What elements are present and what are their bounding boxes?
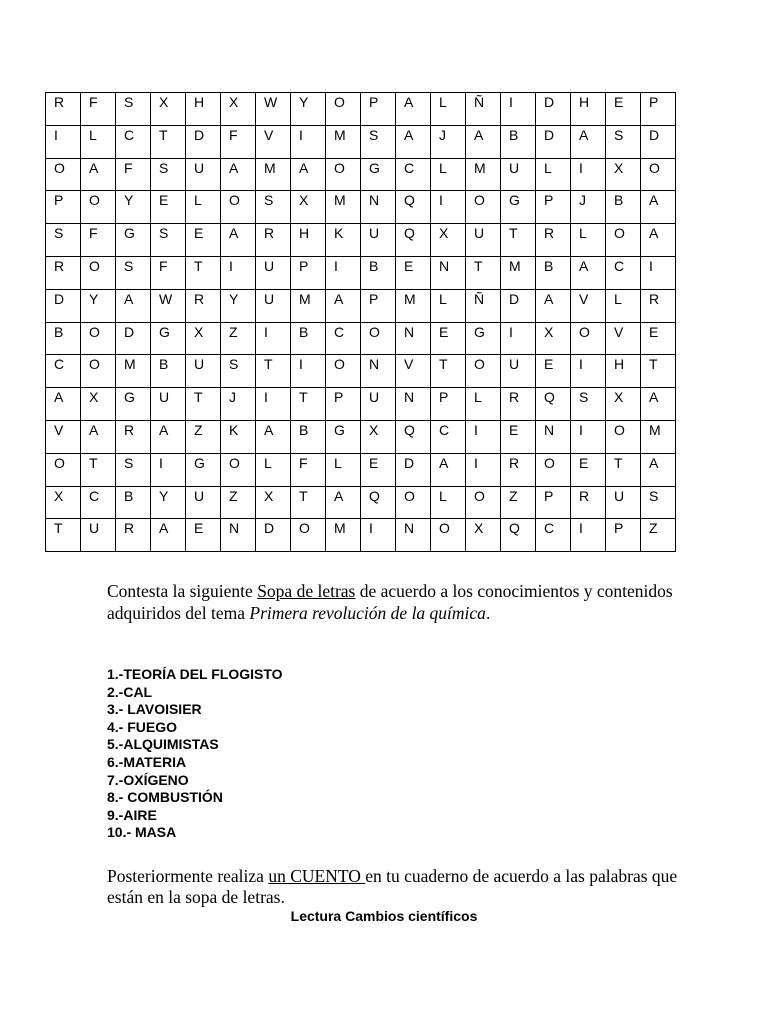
word-list-item: 6.-MATERIA — [107, 753, 187, 770]
grid-cell: P — [361, 93, 396, 126]
grid-cell: O — [606, 224, 641, 257]
grid-cell: A — [396, 93, 431, 126]
grid-cell: L — [571, 224, 606, 257]
grid-cell: R — [571, 486, 606, 519]
grid-cell: N — [396, 322, 431, 355]
grid-cell: I — [291, 355, 326, 388]
grid-cell: B — [361, 256, 396, 289]
grid-cell: I — [326, 256, 361, 289]
word-list-item: 5.-ALQUIMISTAS — [107, 736, 219, 753]
grid-cell: C — [396, 158, 431, 191]
grid-cell: L — [431, 93, 466, 126]
grid-cell: I — [151, 453, 186, 486]
grid-cell: G — [466, 322, 501, 355]
followup-paragraph — [107, 866, 707, 908]
grid-cell: B — [116, 486, 151, 519]
grid-cell: X — [536, 322, 571, 355]
grid-cell: P — [641, 93, 676, 126]
word-list-item: 1.-TEORÍA DEL FLOGISTO — [107, 666, 283, 682]
grid-cell: Z — [501, 486, 536, 519]
grid-cell: G — [151, 322, 186, 355]
grid-cell: G — [116, 224, 151, 257]
grid-cell: I — [501, 93, 536, 126]
grid-cell: T — [46, 519, 81, 552]
instructions-underlined-text: Sopa de letras — [257, 581, 356, 601]
grid-cell: W — [256, 93, 291, 126]
followup-text: Posteriormente realiza — [107, 866, 269, 886]
grid-cell: U — [361, 388, 396, 421]
grid-cell: Q — [501, 519, 536, 552]
grid-cell: L — [81, 125, 116, 158]
grid-row — [46, 322, 676, 355]
grid-cell: L — [466, 388, 501, 421]
grid-cell: D — [116, 322, 151, 355]
grid-cell: A — [641, 453, 676, 486]
grid-cell: O — [606, 420, 641, 453]
grid-cell: I — [431, 191, 466, 224]
grid-cell: R — [116, 519, 151, 552]
grid-cell: A — [81, 158, 116, 191]
word-list-item: 3.- LAVOISIER — [107, 701, 202, 718]
grid-cell: L — [431, 158, 466, 191]
grid-cell: A — [536, 289, 571, 322]
grid-cell: A — [221, 158, 256, 191]
grid-cell: U — [466, 224, 501, 257]
grid-cell: A — [326, 289, 361, 322]
grid-row — [46, 256, 676, 289]
grid-cell: A — [46, 388, 81, 421]
grid-cell: L — [431, 289, 466, 322]
grid-cell: X — [186, 322, 221, 355]
grid-cell: B — [606, 191, 641, 224]
grid-cell: R — [501, 388, 536, 421]
grid-cell: R — [501, 453, 536, 486]
grid-row — [46, 191, 676, 224]
grid-cell: R — [46, 256, 81, 289]
grid-cell: O — [466, 486, 501, 519]
grid-cell: R — [46, 93, 81, 126]
grid-cell: O — [81, 191, 116, 224]
grid-cell: W — [151, 289, 186, 322]
grid-cell: D — [641, 125, 676, 158]
grid-cell: B — [291, 322, 326, 355]
grid-cell: P — [291, 256, 326, 289]
grid-cell: Y — [81, 289, 116, 322]
grid-cell: D — [396, 453, 431, 486]
grid-cell: O — [326, 93, 361, 126]
grid-cell: O — [466, 355, 501, 388]
grid-cell: E — [536, 355, 571, 388]
grid-cell: X — [606, 158, 641, 191]
grid-cell: G — [186, 453, 221, 486]
grid-cell: P — [536, 486, 571, 519]
grid-cell: S — [116, 453, 151, 486]
followup-underlined-text: un CUENTO — [268, 866, 366, 886]
instructions-text-continued: de acuerdo a los conocimientos y contenidos adquiridos del tema — [107, 581, 673, 623]
grid-cell: Q — [361, 486, 396, 519]
grid-cell: E — [396, 256, 431, 289]
word-list-item: 10.- MASA — [107, 824, 177, 841]
grid-cell: J — [431, 125, 466, 158]
grid-cell: U — [501, 158, 536, 191]
grid-cell: O — [571, 322, 606, 355]
grid-cell: L — [536, 158, 571, 191]
grid-cell: R — [536, 224, 571, 257]
grid-cell: S — [221, 355, 256, 388]
grid-cell: I — [256, 322, 291, 355]
grid-cell: O — [361, 322, 396, 355]
grid-row — [46, 158, 676, 191]
grid-cell: A — [466, 125, 501, 158]
grid-cell: O — [326, 158, 361, 191]
grid-cell: V — [396, 355, 431, 388]
grid-cell: U — [186, 355, 221, 388]
grid-cell: V — [46, 420, 81, 453]
grid-cell: S — [571, 388, 606, 421]
grid-cell: O — [466, 191, 501, 224]
grid-cell: U — [361, 224, 396, 257]
grid-cell: B — [46, 322, 81, 355]
grid-cell: N — [221, 519, 256, 552]
grid-cell: I — [571, 420, 606, 453]
grid-cell: O — [81, 322, 116, 355]
grid-cell: I — [221, 256, 256, 289]
grid-cell: M — [326, 191, 361, 224]
grid-cell: A — [151, 420, 186, 453]
grid-cell: R — [256, 224, 291, 257]
grid-cell: C — [536, 519, 571, 552]
grid-cell: B — [536, 256, 571, 289]
grid-cell: Q — [396, 191, 431, 224]
grid-cell: N — [396, 388, 431, 421]
grid-cell: X — [466, 519, 501, 552]
grid-cell: T — [466, 256, 501, 289]
grid-cell: B — [501, 125, 536, 158]
grid-cell: D — [536, 125, 571, 158]
grid-row — [46, 420, 676, 453]
grid-cell: O — [326, 355, 361, 388]
grid-cell: O — [431, 519, 466, 552]
grid-cell: O — [46, 453, 81, 486]
grid-cell: I — [571, 158, 606, 191]
grid-cell: P — [46, 191, 81, 224]
instructions-period: . — [485, 603, 491, 623]
grid-cell: J — [221, 388, 256, 421]
grid-cell: G — [501, 191, 536, 224]
grid-cell: D — [46, 289, 81, 322]
grid-cell: X — [361, 420, 396, 453]
grid-cell: T — [291, 388, 326, 421]
grid-cell: T — [641, 355, 676, 388]
grid-cell: L — [431, 486, 466, 519]
grid-cell: I — [256, 388, 291, 421]
grid-cell: A — [116, 289, 151, 322]
grid-cell: M — [396, 289, 431, 322]
grid-cell: K — [221, 420, 256, 453]
grid-cell: G — [326, 420, 361, 453]
reading-title: Lectura Cambios científicos — [290, 908, 478, 924]
word-list — [107, 666, 283, 842]
grid-cell: H — [571, 93, 606, 126]
grid-cell: E — [151, 191, 186, 224]
grid-row — [46, 486, 676, 519]
grid-cell: M — [326, 125, 361, 158]
grid-cell: S — [606, 125, 641, 158]
grid-cell: R — [186, 289, 221, 322]
grid-cell: V — [256, 125, 291, 158]
grid-cell: M — [326, 519, 361, 552]
grid-cell: U — [81, 519, 116, 552]
grid-cell: Q — [396, 224, 431, 257]
word-list-item: 2.-CAL — [107, 683, 153, 700]
grid-cell: I — [361, 519, 396, 552]
grid-cell: T — [186, 256, 221, 289]
grid-cell: U — [186, 158, 221, 191]
grid-cell: Z — [221, 486, 256, 519]
grid-cell: M — [291, 289, 326, 322]
grid-cell: D — [256, 519, 291, 552]
instructions-text: Contesta la siguiente — [107, 581, 258, 601]
grid-cell: O — [221, 453, 256, 486]
grid-cell: H — [186, 93, 221, 126]
grid-cell: I — [501, 322, 536, 355]
grid-cell: F — [151, 256, 186, 289]
topic-title: Primera revolución de la química — [249, 603, 486, 623]
grid-cell: T — [256, 355, 291, 388]
grid-cell: N — [361, 191, 396, 224]
grid-cell: S — [116, 256, 151, 289]
grid-cell: X — [291, 191, 326, 224]
grid-cell: Z — [641, 519, 676, 552]
grid-cell: A — [81, 420, 116, 453]
grid-cell: Z — [221, 322, 256, 355]
grid-cell: P — [536, 191, 571, 224]
grid-cell: A — [151, 519, 186, 552]
grid-cell: F — [291, 453, 326, 486]
grid-cell: A — [256, 420, 291, 453]
grid-cell: Q — [396, 420, 431, 453]
grid-cell: S — [256, 191, 291, 224]
instructions-paragraph — [107, 580, 707, 624]
grid-cell: V — [606, 322, 641, 355]
grid-cell: C — [431, 420, 466, 453]
grid-cell: S — [46, 224, 81, 257]
grid-cell: N — [431, 256, 466, 289]
grid-row — [46, 388, 676, 421]
followup-text-continued: en tu cuaderno de acuerdo a las palabras que están en la sopa de letras. — [107, 866, 678, 907]
grid-cell: S — [641, 486, 676, 519]
grid-cell: B — [291, 420, 326, 453]
grid-cell: A — [641, 388, 676, 421]
grid-cell: Ñ — [466, 289, 501, 322]
grid-cell: C — [116, 125, 151, 158]
grid-cell: F — [81, 93, 116, 126]
grid-cell: I — [291, 125, 326, 158]
grid-cell: T — [431, 355, 466, 388]
grid-row — [46, 355, 676, 388]
word-search-grid — [45, 92, 676, 552]
grid-cell: H — [606, 355, 641, 388]
grid-cell: X — [221, 93, 256, 126]
grid-cell: Z — [186, 420, 221, 453]
grid-cell: E — [186, 519, 221, 552]
grid-cell: N — [361, 355, 396, 388]
grid-cell: D — [186, 125, 221, 158]
grid-cell: S — [361, 125, 396, 158]
grid-cell: M — [116, 355, 151, 388]
grid-cell: P — [361, 289, 396, 322]
word-list-item: 8.- COMBUSTIÓN — [107, 789, 223, 806]
grid-cell: F — [81, 224, 116, 257]
grid-cell: S — [151, 158, 186, 191]
grid-cell: F — [221, 125, 256, 158]
grid-cell: I — [641, 256, 676, 289]
grid-row — [46, 289, 676, 322]
grid-cell: O — [46, 158, 81, 191]
grid-cell: A — [571, 125, 606, 158]
grid-cell: M — [256, 158, 291, 191]
grid-cell: U — [501, 355, 536, 388]
grid-row — [46, 453, 676, 486]
grid-cell: G — [361, 158, 396, 191]
grid-cell: M — [501, 256, 536, 289]
grid-cell: H — [291, 224, 326, 257]
grid-cell: F — [116, 158, 151, 191]
grid-cell: A — [291, 158, 326, 191]
grid-cell: O — [641, 158, 676, 191]
grid-cell: X — [606, 388, 641, 421]
grid-cell: E — [186, 224, 221, 257]
grid-row — [46, 519, 676, 552]
grid-cell: Q — [536, 388, 571, 421]
grid-cell: I — [466, 420, 501, 453]
grid-cell: U — [186, 486, 221, 519]
grid-row — [46, 125, 676, 158]
grid-cell: I — [571, 355, 606, 388]
grid-cell: P — [326, 388, 361, 421]
grid-cell: U — [256, 256, 291, 289]
word-list-item: 9.-AIRE — [107, 806, 157, 823]
grid-cell: Y — [221, 289, 256, 322]
grid-cell: E — [606, 93, 641, 126]
grid-cell: E — [641, 322, 676, 355]
grid-cell: M — [641, 420, 676, 453]
grid-cell: E — [571, 453, 606, 486]
grid-cell: A — [396, 125, 431, 158]
grid-cell: O — [291, 519, 326, 552]
grid-cell: O — [81, 355, 116, 388]
grid-cell: R — [116, 420, 151, 453]
grid-cell: O — [221, 191, 256, 224]
grid-row — [46, 93, 676, 126]
grid-cell: O — [536, 453, 571, 486]
grid-cell: E — [361, 453, 396, 486]
grid-cell: A — [571, 256, 606, 289]
grid-cell: M — [466, 158, 501, 191]
grid-cell: L — [256, 453, 291, 486]
grid-cell: E — [431, 322, 466, 355]
grid-cell: X — [431, 224, 466, 257]
grid-cell: L — [326, 453, 361, 486]
grid-cell: T — [151, 125, 186, 158]
grid-cell: P — [431, 388, 466, 421]
word-list-item: 4.- FUEGO — [107, 718, 178, 735]
grid-cell: I — [571, 519, 606, 552]
grid-cell: O — [396, 486, 431, 519]
grid-cell: Y — [291, 93, 326, 126]
grid-cell: C — [46, 355, 81, 388]
grid-cell: A — [641, 224, 676, 257]
grid-cell: X — [46, 486, 81, 519]
grid-cell: T — [81, 453, 116, 486]
grid-cell: U — [606, 486, 641, 519]
grid-cell: J — [571, 191, 606, 224]
grid-cell: Ñ — [466, 93, 501, 126]
grid-cell: X — [81, 388, 116, 421]
grid-cell: L — [186, 191, 221, 224]
grid-cell: I — [466, 453, 501, 486]
grid-cell: T — [186, 388, 221, 421]
grid-cell: G — [116, 388, 151, 421]
grid-cell: R — [641, 289, 676, 322]
grid-cell: A — [326, 486, 361, 519]
grid-cell: Y — [151, 486, 186, 519]
grid-cell: C — [81, 486, 116, 519]
grid-cell: V — [571, 289, 606, 322]
grid-cell: L — [606, 289, 641, 322]
grid-cell: N — [536, 420, 571, 453]
grid-cell: D — [501, 289, 536, 322]
grid-cell: C — [606, 256, 641, 289]
grid-cell: A — [431, 453, 466, 486]
grid-cell: U — [256, 289, 291, 322]
grid-cell: A — [641, 191, 676, 224]
grid-cell: X — [151, 93, 186, 126]
grid-cell: I — [46, 125, 81, 158]
grid-cell: T — [606, 453, 641, 486]
grid-cell: B — [151, 355, 186, 388]
grid-cell: S — [151, 224, 186, 257]
grid-cell: Y — [116, 191, 151, 224]
grid-cell: T — [501, 224, 536, 257]
grid-cell: U — [151, 388, 186, 421]
grid-cell: E — [501, 420, 536, 453]
grid-cell: P — [606, 519, 641, 552]
grid-cell: S — [116, 93, 151, 126]
grid-cell: X — [256, 486, 291, 519]
grid-row — [46, 224, 676, 257]
grid-cell: A — [221, 224, 256, 257]
grid-cell: T — [291, 486, 326, 519]
grid-cell: O — [81, 256, 116, 289]
word-list-item: 7.-OXÍGENO — [107, 771, 189, 788]
grid-cell: K — [326, 224, 361, 257]
grid-cell: C — [326, 322, 361, 355]
grid-cell: D — [536, 93, 571, 126]
grid-cell: N — [396, 519, 431, 552]
